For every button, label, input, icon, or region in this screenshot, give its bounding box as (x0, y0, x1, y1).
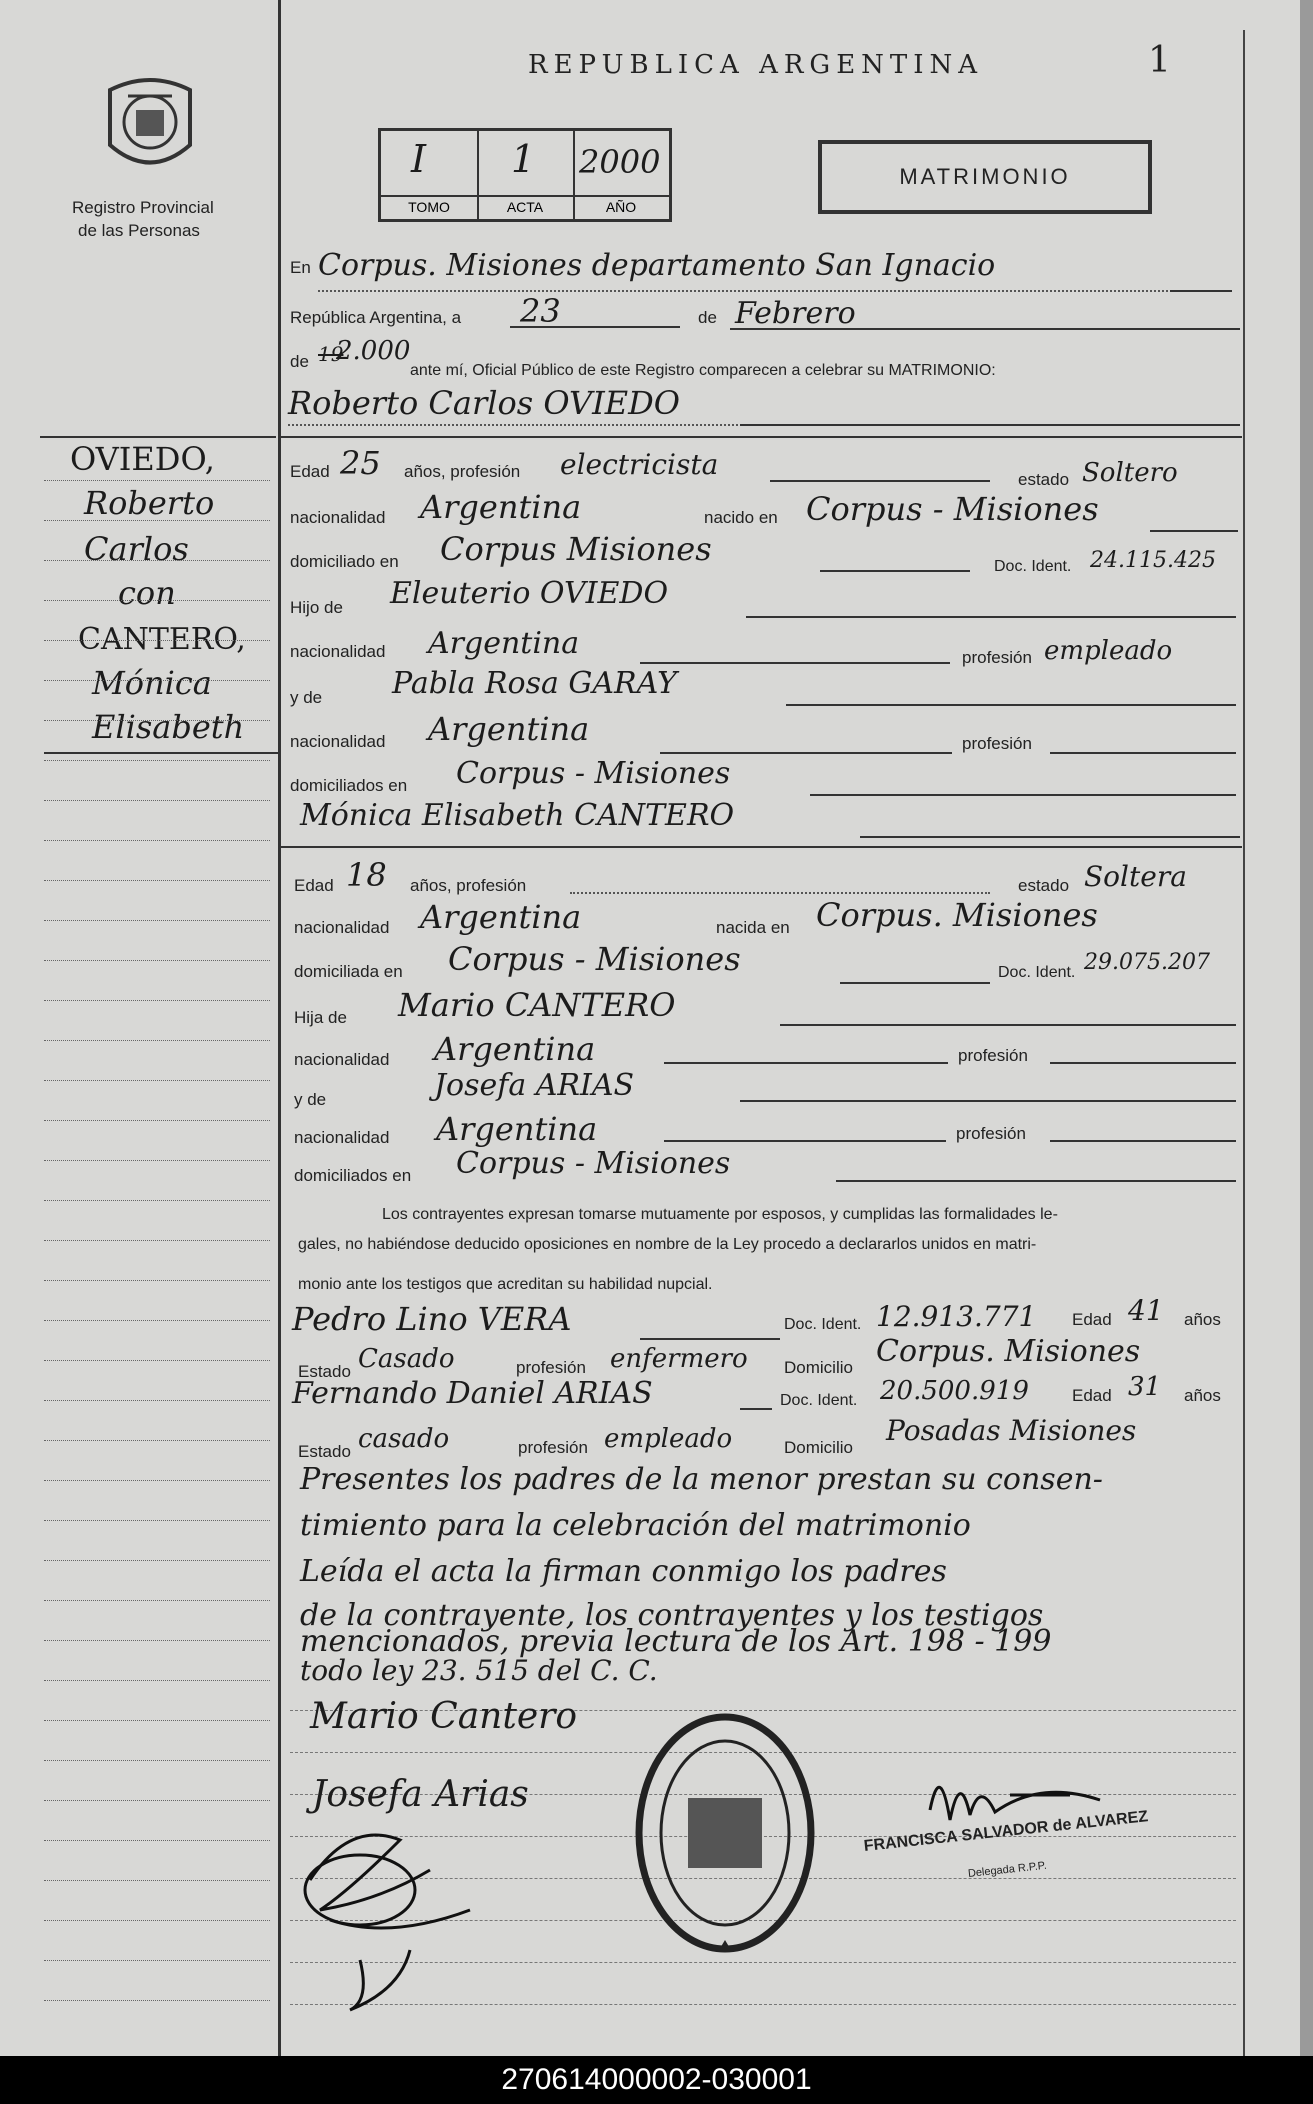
label-groom-nac: nacionalidad (290, 508, 386, 527)
signature-josefa-arias: Josefa Arias (312, 1774, 529, 1815)
label-bride-fnac: nacionalidad (294, 1050, 390, 1069)
note-line-6: todo ley 23. 515 del C. C. (300, 1654, 658, 1687)
signature-mario-cantero: Mario Cantero (310, 1696, 578, 1737)
witness1-doc: 12.913.771 (876, 1300, 1037, 1333)
label-groom-nacido: nacido en (704, 508, 778, 527)
doc-type-label: MATRIMONIO (899, 164, 1071, 189)
margin-rule (44, 1400, 270, 1401)
act-year-struck: 19 (318, 342, 344, 366)
witness1-profession: enfermero (610, 1344, 748, 1374)
margin-rule (44, 1280, 270, 1281)
tomo-label: TOMO (381, 195, 477, 215)
label-bride-estado: estado (1018, 876, 1070, 895)
margin-rule (44, 640, 270, 641)
margin-rule (44, 1080, 270, 1081)
margin-rule (44, 1480, 270, 1481)
declaration-line1: Los contrayentes expresan tomarse mutuamente por esposos, y cumplidas las formalidades le- (382, 1206, 1058, 1223)
left-margin-rule (278, 0, 281, 2056)
note-line-3: Leída el acta la firman conmigo los padres (300, 1554, 947, 1589)
tomo-value: I (411, 137, 427, 181)
groom-birthplace: Corpus - Misiones (806, 490, 1099, 528)
label-w1-anios: años (1184, 1310, 1221, 1329)
bride-nationality: Argentina (420, 898, 582, 936)
bride-birthplace: Corpus. Misiones (816, 896, 1098, 934)
label-groom-doc: Doc. Ident. (994, 558, 1072, 575)
margin-rule (44, 1520, 270, 1521)
margin-rule (44, 1560, 270, 1561)
officer-name: FRANCISCA SALVADOR de ALVAREZ (863, 1808, 1149, 1855)
label-groom-doms: domiciliados en (290, 776, 408, 795)
margin-name-5: CANTERO, (78, 622, 246, 657)
note-line-1: Presentes los padres de la menor prestan su consen- (300, 1462, 1103, 1497)
declaration-line3: monio ante los testigos que acreditan su habilidad nupcial. (298, 1276, 713, 1293)
label-bride-mnac: nacionalidad (294, 1128, 390, 1147)
margin-rule (44, 2000, 270, 2001)
page-number: 1 (1148, 40, 1171, 81)
groom-address: Corpus Misiones (440, 530, 712, 568)
label-bride-hija: Hija de (294, 1008, 347, 1027)
witness1-status: Casado (358, 1344, 455, 1374)
label-w2-estado: Estado (298, 1442, 351, 1461)
margin-rule (44, 1680, 270, 1681)
label-w1-prof: profesión (516, 1358, 586, 1377)
witness1-age: 41 (1128, 1294, 1164, 1327)
margin-rule (44, 1040, 270, 1041)
bride-father: Mario CANTERO (398, 986, 676, 1024)
groom-doc: 24.115.425 (1090, 548, 1216, 573)
label-bride-dom: domiciliada en (294, 962, 403, 981)
margin-rule (44, 1360, 270, 1361)
groom-nationality: Argentina (420, 488, 582, 526)
bride-status: Soltera (1084, 860, 1187, 893)
label-groom-estado: estado (1018, 470, 1070, 489)
bride-father-nat: Argentina (434, 1030, 596, 1068)
groom-profession: electricista (560, 448, 719, 481)
margin-rule (44, 1920, 270, 1921)
groom-father-prof: empleado (1044, 636, 1173, 666)
act-day: 23 (520, 292, 561, 330)
margin-rule (44, 760, 270, 761)
margin-name-7: Elisabeth (92, 708, 245, 746)
label-de: de (698, 308, 717, 327)
witness2-doc: 20.500.919 (880, 1376, 1029, 1406)
witness1-name: Pedro Lino VERA (292, 1300, 572, 1338)
margin-rule (44, 560, 270, 561)
note-line-2: timiento para la celebración del matrimonio (300, 1508, 971, 1543)
margin-rule (44, 1120, 270, 1121)
margin-rule (44, 1000, 270, 1001)
right-margin-rule (1243, 30, 1245, 2056)
groom-father-nat: Argentina (428, 626, 580, 661)
label-groom-dom: domiciliado en (290, 552, 399, 571)
label-bride-fprof: profesión (958, 1046, 1028, 1065)
bride-mother-nat: Argentina (436, 1110, 598, 1148)
groom-father: Eleuterio OVIEDO (390, 576, 669, 611)
official-stamp-icon (630, 1708, 820, 1958)
anio-value: 2000 (579, 143, 661, 181)
margin-rule (44, 1440, 270, 1441)
label-bride-nac: nacionalidad (294, 918, 390, 937)
margin-rule (44, 600, 270, 601)
label-w1-estado: Estado (298, 1362, 351, 1381)
registry-seal-icon (100, 70, 200, 180)
label-groom-mnac: nacionalidad (290, 732, 386, 751)
label-groom-edad: Edad (290, 462, 330, 481)
label-en: En (290, 258, 311, 277)
country-heading: REPUBLICA ARGENTINA (528, 50, 984, 80)
witness2-profession: empleado (604, 1424, 733, 1454)
label-w1-dom: Domicilio (784, 1358, 853, 1377)
witness2-name: Fernando Daniel ARIAS (292, 1376, 653, 1411)
margin-rule (44, 1880, 270, 1881)
groom-mother-nat: Argentina (428, 710, 590, 748)
groom-name: Roberto Carlos OVIEDO (288, 384, 680, 422)
label-bride-mprof: profesión (956, 1124, 1026, 1143)
reference-box (378, 128, 672, 222)
margin-rule (44, 1640, 270, 1641)
bride-age: 18 (346, 856, 387, 894)
margin-rule (44, 1840, 270, 1841)
label-w2-dom: Domicilio (784, 1438, 853, 1457)
margin-name-3: Carlos (84, 530, 189, 568)
label-groom-mprof: profesión (962, 734, 1032, 753)
bride-address: Corpus - Misiones (448, 940, 741, 978)
label-w1-edad: Edad (1072, 1310, 1112, 1329)
margin-rule (44, 960, 270, 961)
declaration-line2: gales, no habiéndose deducido oposiciones en nombre de la Ley procedo a declararlos unidos en matri- (298, 1236, 1037, 1253)
label-w1-doc: Doc. Ident. (784, 1316, 862, 1333)
margin-rule (44, 1960, 270, 1961)
margin-rule (44, 1200, 270, 1201)
label-bride-doc: Doc. Ident. (998, 964, 1076, 981)
groom-status: Soltero (1082, 458, 1178, 488)
acta-label: ACTA (477, 195, 573, 215)
label-w2-doc: Doc. Ident. (780, 1392, 858, 1409)
label-republica: República Argentina, a (290, 308, 462, 327)
groom-parents-address: Corpus - Misiones (456, 756, 731, 791)
label-groom-fnac: nacionalidad (290, 642, 386, 661)
label-ante: ante mí, Oficial Público de este Registro comparecen a celebrar su MATRIMONIO: (410, 362, 996, 379)
margin-rule (44, 1800, 270, 1801)
bride-mother: Josefa ARIAS (434, 1068, 635, 1103)
label-w2-prof: profesión (518, 1438, 588, 1457)
groom-mother: Pabla Rosa GARAY (392, 666, 677, 701)
act-year: 2.000 (336, 336, 411, 366)
doc-type-box (818, 140, 1152, 214)
scan-id-footer (0, 2056, 1313, 2104)
margin-rule (44, 1160, 270, 1161)
registry-name-line2: de las Personas (78, 221, 200, 240)
label-groom-hijo: Hijo de (290, 598, 343, 617)
margin-rule (44, 1320, 270, 1321)
note-line-4: de la contrayente, los contrayentes y los testigos (300, 1598, 1044, 1633)
margin-rule (44, 840, 270, 841)
label-bride-anios-prof: años, profesión (410, 876, 527, 895)
act-place: Corpus. Misiones departamento San Ignacio (318, 248, 996, 283)
note-line-5: mencionados, previa lectura de los Art. 198 - 199 (300, 1624, 1052, 1659)
bride-parents-address: Corpus - Misiones (456, 1146, 731, 1181)
margin-name-4: con (118, 574, 176, 612)
bride-name: Mónica Elisabeth CANTERO (300, 798, 735, 833)
label-groom-anios-prof: años, profesión (404, 462, 521, 481)
margin-name-2: Roberto (84, 484, 215, 522)
label-w2-edad: Edad (1072, 1386, 1112, 1405)
label-de2: de (290, 352, 309, 371)
witness2-age: 31 (1128, 1372, 1162, 1402)
margin-rule (44, 880, 270, 881)
witness2-domicile: Posadas Misiones (886, 1414, 1137, 1447)
label-bride-doms: domiciliados en (294, 1166, 412, 1185)
witness2-status: casado (358, 1424, 450, 1454)
margin-rule (44, 1720, 270, 1721)
margin-name-6: Mónica (92, 664, 212, 702)
margin-rule (44, 1760, 270, 1761)
margin-rule (44, 920, 270, 921)
margin-rule (44, 680, 270, 681)
label-groom-fprof: profesión (962, 648, 1032, 667)
label-bride-yde: y de (294, 1090, 327, 1109)
margin-rule (44, 800, 270, 801)
act-month: Febrero (735, 296, 856, 331)
label-bride-nacida: nacida en (716, 918, 790, 937)
label-bride-edad: Edad (294, 876, 334, 895)
label-groom-yde: y de (290, 688, 323, 707)
margin-rule (44, 1240, 270, 1241)
signature-scribbles (290, 1800, 520, 2030)
acta-value: 1 (511, 137, 536, 181)
margin-name-1: OVIEDO, (70, 440, 215, 478)
registry-name-line1: Registro Provincial (72, 198, 214, 217)
witness1-domicile: Corpus. Misiones (876, 1334, 1141, 1369)
scan-id: 270614000002-030001 (501, 2063, 812, 2096)
margin-rule (44, 520, 270, 521)
margin-rule (44, 480, 270, 481)
groom-age: 25 (340, 444, 381, 482)
bride-doc: 29.075.207 (1084, 950, 1210, 975)
officer-title: Delegada R.P.P. (967, 1859, 1048, 1880)
margin-rule (44, 720, 270, 721)
label-w2-anios: años (1184, 1386, 1221, 1405)
margin-rule (44, 1600, 270, 1601)
anio-label: AÑO (573, 195, 669, 215)
